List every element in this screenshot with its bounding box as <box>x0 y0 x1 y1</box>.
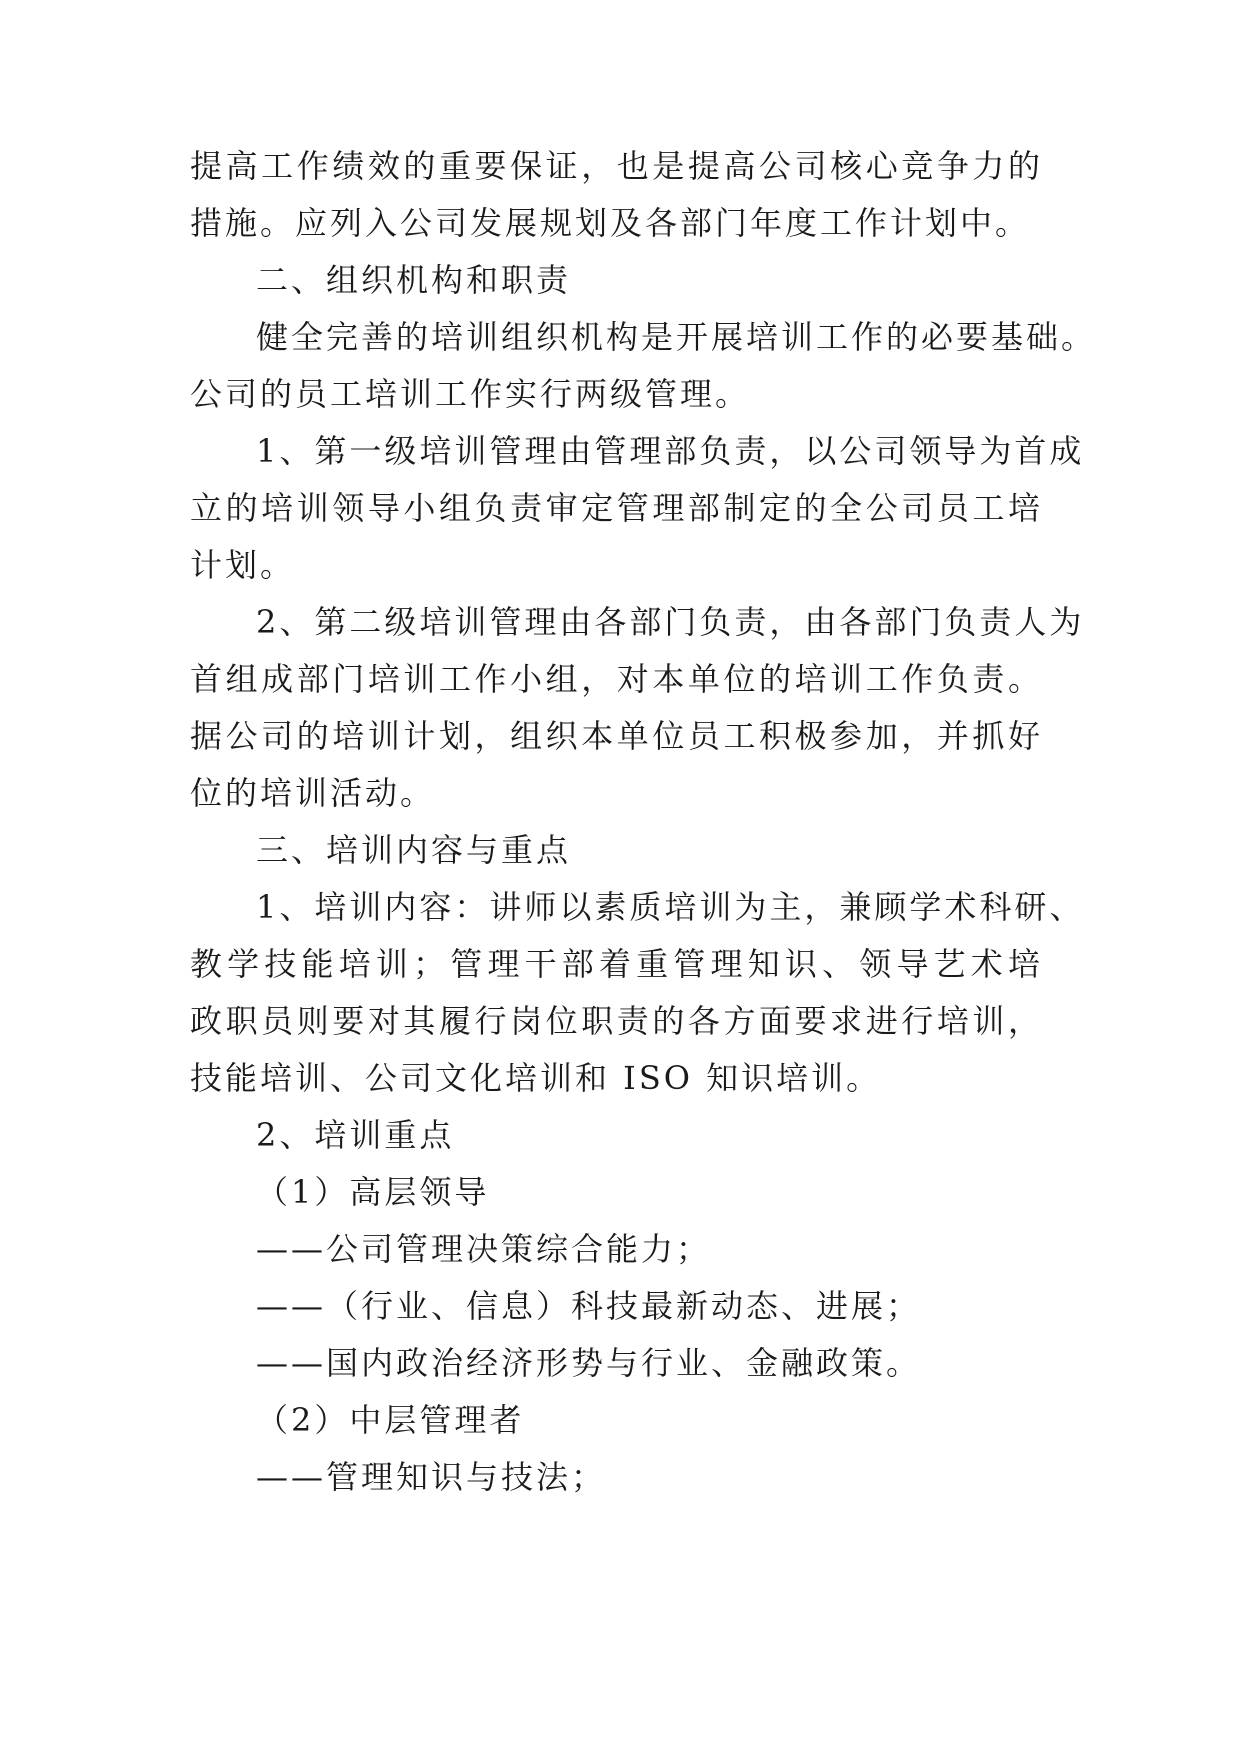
paragraph-line-10: 首组成部门培训工作小组，对本单位的培训工作负责。 <box>190 660 1043 698</box>
paragraph-line-2: 措施。应列入公司发展规划及各部门年度工作计划中。 <box>190 204 1031 242</box>
list-heading-2: （2）中层管理者 <box>256 1401 525 1439</box>
paragraph-line-14: 1、培训内容：讲师以素质培训为主，兼顾学术科研、 <box>256 888 1085 926</box>
paragraph-line-7: 立的培训领导小组负责审定管理部制定的全公司员工培 <box>190 489 1043 527</box>
paragraph-line-16: 政职员则要对其履行岗位职责的各方面要求进行培训， <box>190 1002 1043 1040</box>
paragraph-line-6: 1、第一级培训管理由管理部负责，以公司领导为首成 <box>256 432 1085 470</box>
list-heading-1: （1）高层领导 <box>256 1173 490 1211</box>
list-item-2: ——（行业、信息）科技最新动态、进展； <box>256 1287 922 1325</box>
paragraph-line-5: 公司的员工培训工作实行两级管理。 <box>190 375 751 413</box>
list-item-1: ——公司管理决策综合能力； <box>256 1230 712 1268</box>
paragraph-line-8: 计划。 <box>190 546 296 584</box>
list-item-3: ——国内政治经济形势与行业、金融政策。 <box>256 1344 922 1382</box>
paragraph-line-17: 技能培训、公司文化培训和 ISO 知识培训。 <box>190 1059 882 1097</box>
paragraph-line-15: 教学技能培训；管理干部着重管理知识、领导艺术培 <box>190 945 1043 983</box>
paragraph-line-12: 位的培训活动。 <box>190 774 436 812</box>
paragraph-line-1: 提高工作绩效的重要保证，也是提高公司核心竞争力的 <box>190 147 1043 185</box>
paragraph-line-18: 2、培训重点 <box>256 1116 455 1154</box>
section-heading-2: 二、组织机构和职责 <box>256 261 572 299</box>
section-heading-3: 三、培训内容与重点 <box>256 831 572 869</box>
paragraph-line-9: 2、第二级培训管理由各部门负责，由各部门负责人为 <box>256 603 1085 641</box>
paragraph-line-11: 据公司的培训计划，组织本单位员工积极参加，并抓好 <box>190 717 1043 755</box>
paragraph-line-4: 健全完善的培训组织机构是开展培训工作的必要基础。 <box>256 318 1097 356</box>
list-item-4: ——管理知识与技法； <box>256 1458 607 1496</box>
